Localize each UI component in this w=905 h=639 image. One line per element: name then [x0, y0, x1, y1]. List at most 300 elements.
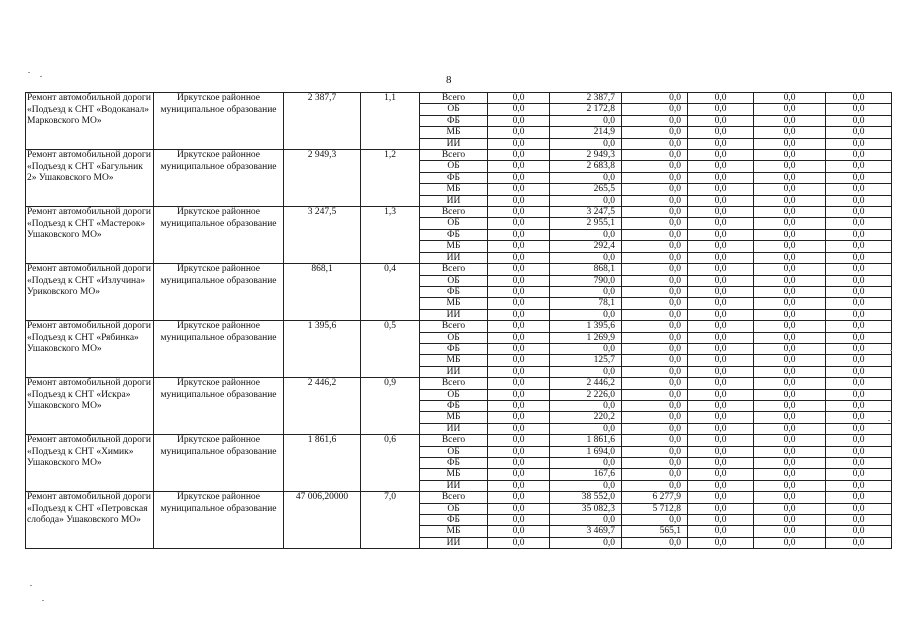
funding-source: ФБ [420, 515, 488, 526]
project-percent: 0,4 [361, 264, 420, 321]
funding-value: 0,0 [550, 252, 622, 263]
funding-value: 0,0 [754, 115, 826, 126]
funding-source: МБ [420, 526, 488, 537]
funding-value: 0,0 [826, 161, 892, 172]
funding-value: 0,0 [826, 515, 892, 526]
funding-value: 2 226,0 [550, 389, 622, 400]
funding-value: 0,0 [826, 309, 892, 320]
funding-value: 0,0 [826, 138, 892, 149]
project-name: Ремонт автомобильной дороги «Подъезд к СНТ «Рябинка» Ушаковского МО» [26, 321, 154, 378]
funding-value: 0,0 [688, 343, 754, 354]
funding-value: 0,0 [754, 127, 826, 138]
funding-value: 0,0 [488, 172, 550, 183]
funding-value: 790,0 [550, 275, 622, 286]
funding-value: 2 955,1 [550, 218, 622, 229]
funding-value: 292,4 [550, 241, 622, 252]
funding-value: 78,1 [550, 298, 622, 309]
funding-value: 0,0 [826, 321, 892, 332]
funding-value: 0,0 [488, 458, 550, 469]
funding-value: 0,0 [688, 264, 754, 275]
project-owner: Иркутское районное муниципальное образование [154, 378, 284, 435]
funding-source: ОБ [420, 275, 488, 286]
funding-value: 0,0 [826, 446, 892, 457]
budget-table [25, 92, 892, 549]
funding-value: 0,0 [622, 184, 688, 195]
funding-value: 0,0 [754, 161, 826, 172]
funding-value: 0,0 [488, 150, 550, 161]
funding-value: 0,0 [688, 526, 754, 537]
scan-speck [42, 600, 44, 601]
funding-source: Всего [420, 264, 488, 275]
funding-value: 0,0 [622, 469, 688, 480]
funding-value: 0,0 [754, 195, 826, 206]
funding-value: 0,0 [826, 115, 892, 126]
project-percent: 7,0 [361, 492, 420, 549]
funding-value: 0,0 [550, 515, 622, 526]
funding-value: 0,0 [622, 389, 688, 400]
funding-value: 0,0 [826, 492, 892, 503]
table-row [26, 321, 892, 332]
funding-source: МБ [420, 184, 488, 195]
funding-value: 0,0 [488, 355, 550, 366]
funding-source: ФБ [420, 286, 488, 297]
funding-value: 0,0 [754, 229, 826, 240]
funding-value: 0,0 [488, 378, 550, 389]
funding-value: 0,0 [826, 172, 892, 183]
funding-value: 0,0 [688, 138, 754, 149]
funding-value: 0,0 [688, 150, 754, 161]
funding-value: 0,0 [826, 252, 892, 263]
funding-value: 0,0 [688, 195, 754, 206]
funding-value: 0,0 [688, 412, 754, 423]
funding-value: 0,0 [622, 252, 688, 263]
funding-value: 0,0 [488, 138, 550, 149]
funding-source: МБ [420, 355, 488, 366]
funding-value: 0,0 [826, 423, 892, 434]
page-number: 8 [446, 74, 452, 86]
funding-value: 0,0 [754, 207, 826, 218]
funding-value: 0,0 [488, 195, 550, 206]
funding-value: 0,0 [688, 332, 754, 343]
project-total: 1 395,6 [284, 321, 361, 378]
funding-value: 0,0 [550, 458, 622, 469]
funding-value: 0,0 [622, 207, 688, 218]
funding-source: ИИ [420, 195, 488, 206]
funding-value: 0,0 [488, 127, 550, 138]
funding-value: 0,0 [488, 241, 550, 252]
funding-value: 0,0 [688, 423, 754, 434]
funding-value: 0,0 [754, 298, 826, 309]
funding-source: МБ [420, 412, 488, 423]
funding-value: 0,0 [688, 469, 754, 480]
project-owner: Иркутское районное муниципальное образование [154, 321, 284, 378]
funding-value: 0,0 [754, 503, 826, 514]
funding-value: 0,0 [826, 366, 892, 377]
funding-value: 0,0 [622, 412, 688, 423]
scan-speck [888, 420, 890, 421]
funding-value: 0,0 [622, 93, 688, 104]
funding-source: ФБ [420, 400, 488, 411]
funding-value: 0,0 [688, 127, 754, 138]
funding-value: 0,0 [754, 400, 826, 411]
funding-value: 0,0 [826, 184, 892, 195]
project-owner: Иркутское районное муниципальное образование [154, 150, 284, 207]
funding-value: 0,0 [622, 104, 688, 115]
scan-speck [28, 72, 30, 73]
funding-source: ОБ [420, 503, 488, 514]
table-row [26, 150, 892, 161]
funding-value: 0,0 [622, 537, 688, 548]
funding-value: 0,0 [550, 343, 622, 354]
funding-value: 0,0 [688, 252, 754, 263]
funding-value: 0,0 [754, 275, 826, 286]
funding-source: Всего [420, 321, 488, 332]
funding-value: 0,0 [622, 264, 688, 275]
funding-value: 0,0 [488, 115, 550, 126]
project-percent: 0,5 [361, 321, 420, 378]
funding-source: Всего [420, 93, 488, 104]
funding-value: 0,0 [550, 229, 622, 240]
funding-value: 0,0 [688, 298, 754, 309]
funding-value: 0,0 [688, 218, 754, 229]
funding-value: 0,0 [754, 252, 826, 263]
funding-value: 0,0 [488, 252, 550, 263]
funding-value: 0,0 [754, 332, 826, 343]
funding-value: 868,1 [550, 264, 622, 275]
funding-value: 0,0 [622, 400, 688, 411]
funding-source: ИИ [420, 480, 488, 491]
project-name: Ремонт автомобильной дороги «Подъезд к СНТ «Химик» Ушаковского МО» [26, 435, 154, 492]
funding-value: 0,0 [754, 423, 826, 434]
funding-value: 0,0 [754, 492, 826, 503]
funding-source: ОБ [420, 446, 488, 457]
funding-value: 0,0 [826, 435, 892, 446]
project-name: Ремонт автомобильной дороги «Подъезд к СНТ «Петровская слобода» Ушаковского МО» [26, 492, 154, 549]
scan-speck [40, 76, 42, 77]
funding-source: МБ [420, 127, 488, 138]
scan-speck [890, 350, 892, 351]
funding-value: 125,7 [550, 355, 622, 366]
funding-value: 0,0 [622, 115, 688, 126]
funding-value: 0,0 [688, 537, 754, 548]
funding-value: 5 712,8 [622, 503, 688, 514]
funding-value: 0,0 [754, 458, 826, 469]
project-percent: 1,2 [361, 150, 420, 207]
funding-source: ИИ [420, 252, 488, 263]
table-row [26, 378, 892, 389]
project-name: Ремонт автомобильной дороги «Подъезд к СНТ «Искра» Ушаковского МО» [26, 378, 154, 435]
project-percent: 0,9 [361, 378, 420, 435]
table-row [26, 492, 892, 503]
funding-value: 0,0 [688, 241, 754, 252]
funding-value: 0,0 [754, 218, 826, 229]
funding-value: 0,0 [488, 332, 550, 343]
funding-value: 3 247,5 [550, 207, 622, 218]
funding-value: 0,0 [754, 412, 826, 423]
funding-value: 0,0 [488, 218, 550, 229]
scan-speck [30, 585, 32, 586]
funding-value: 0,0 [488, 298, 550, 309]
funding-value: 0,0 [488, 435, 550, 446]
funding-value: 0,0 [488, 275, 550, 286]
funding-value: 0,0 [622, 480, 688, 491]
funding-source: ФБ [420, 458, 488, 469]
table-row [26, 264, 892, 275]
funding-value: 0,0 [622, 435, 688, 446]
funding-value: 2 172,8 [550, 104, 622, 115]
funding-value: 0,0 [826, 378, 892, 389]
funding-value: 0,0 [550, 172, 622, 183]
funding-value: 0,0 [754, 446, 826, 457]
funding-value: 0,0 [622, 161, 688, 172]
funding-value: 0,0 [550, 138, 622, 149]
funding-value: 1 269,9 [550, 332, 622, 343]
funding-value: 0,0 [622, 241, 688, 252]
funding-value: 0,0 [550, 286, 622, 297]
funding-value: 0,0 [688, 355, 754, 366]
funding-value: 0,0 [826, 241, 892, 252]
funding-value: 0,0 [688, 480, 754, 491]
project-percent: 1,3 [361, 207, 420, 264]
funding-value: 0,0 [622, 458, 688, 469]
funding-value: 0,0 [488, 480, 550, 491]
project-total: 2 949,3 [284, 150, 361, 207]
funding-value: 0,0 [622, 378, 688, 389]
funding-value: 2 949,3 [550, 150, 622, 161]
funding-value: 0,0 [754, 526, 826, 537]
funding-source: ИИ [420, 537, 488, 548]
funding-value: 0,0 [754, 469, 826, 480]
funding-value: 2 683,8 [550, 161, 622, 172]
funding-value: 0,0 [688, 378, 754, 389]
project-owner: Иркутское районное муниципальное образование [154, 435, 284, 492]
funding-value: 0,0 [488, 366, 550, 377]
funding-value: 0,0 [754, 309, 826, 320]
funding-value: 0,0 [550, 423, 622, 434]
funding-value: 0,0 [488, 229, 550, 240]
funding-value: 0,0 [754, 321, 826, 332]
funding-value: 0,0 [754, 435, 826, 446]
funding-value: 0,0 [622, 127, 688, 138]
funding-value: 0,0 [754, 138, 826, 149]
funding-source: ФБ [420, 343, 488, 354]
funding-value: 2 446,2 [550, 378, 622, 389]
project-total: 2 446,2 [284, 378, 361, 435]
funding-value: 265,5 [550, 184, 622, 195]
funding-value: 0,0 [826, 469, 892, 480]
funding-value: 0,0 [488, 161, 550, 172]
project-total: 2 387,7 [284, 93, 361, 150]
funding-value: 0,0 [688, 115, 754, 126]
funding-value: 0,0 [826, 480, 892, 491]
funding-value: 0,0 [488, 469, 550, 480]
project-percent: 1,1 [361, 93, 420, 150]
funding-value: 0,0 [622, 423, 688, 434]
project-owner: Иркутское районное муниципальное образование [154, 492, 284, 549]
funding-value: 0,0 [622, 321, 688, 332]
project-total: 3 247,5 [284, 207, 361, 264]
funding-value: 0,0 [826, 207, 892, 218]
funding-source: Всего [420, 435, 488, 446]
funding-value: 0,0 [622, 172, 688, 183]
funding-value: 220,2 [550, 412, 622, 423]
funding-source: ИИ [420, 138, 488, 149]
funding-value: 3 469,7 [550, 526, 622, 537]
funding-value: 0,0 [688, 515, 754, 526]
funding-value: 0,0 [622, 366, 688, 377]
project-name: Ремонт автомобильной дороги «Подъезд к СНТ «Излучина» Уриковского МО» [26, 264, 154, 321]
project-percent: 0,6 [361, 435, 420, 492]
table-row [26, 93, 892, 104]
funding-value: 0,0 [754, 515, 826, 526]
funding-value: 0,0 [754, 286, 826, 297]
funding-value: 0,0 [488, 93, 550, 104]
funding-value: 0,0 [754, 389, 826, 400]
funding-source: Всего [420, 207, 488, 218]
funding-value: 0,0 [688, 309, 754, 320]
funding-value: 0,0 [488, 286, 550, 297]
funding-value: 0,0 [688, 93, 754, 104]
project-total: 1 861,6 [284, 435, 361, 492]
funding-value: 0,0 [826, 195, 892, 206]
funding-value: 35 082,3 [550, 503, 622, 514]
funding-value: 0,0 [826, 332, 892, 343]
funding-value: 0,0 [826, 298, 892, 309]
funding-value: 0,0 [488, 389, 550, 400]
funding-value: 0,0 [754, 184, 826, 195]
funding-value: 0,0 [550, 537, 622, 548]
table-row [26, 207, 892, 218]
funding-value: 0,0 [688, 229, 754, 240]
funding-value: 0,0 [622, 332, 688, 343]
funding-value: 0,0 [550, 115, 622, 126]
project-total: 47 006,20000 [284, 492, 361, 549]
funding-value: 0,0 [754, 241, 826, 252]
funding-value: 167,6 [550, 469, 622, 480]
funding-value: 0,0 [622, 150, 688, 161]
funding-value: 0,0 [754, 264, 826, 275]
funding-value: 0,0 [754, 150, 826, 161]
funding-value: 0,0 [826, 150, 892, 161]
funding-source: ИИ [420, 309, 488, 320]
funding-value: 0,0 [688, 104, 754, 115]
funding-value: 0,0 [622, 195, 688, 206]
project-name: Ремонт автомобильной дороги «Подъезд к СНТ «Багульник 2» Ушаковского МО» [26, 150, 154, 207]
funding-value: 0,0 [488, 446, 550, 457]
funding-value: 0,0 [826, 104, 892, 115]
funding-source: МБ [420, 469, 488, 480]
funding-value: 0,0 [826, 275, 892, 286]
funding-source: Всего [420, 378, 488, 389]
project-name: Ремонт автомобильной дороги «Подъезд к СНТ «Водоканал» Марковского МО» [26, 93, 154, 150]
funding-source: ОБ [420, 104, 488, 115]
funding-value: 0,0 [622, 343, 688, 354]
funding-value: 0,0 [488, 400, 550, 411]
funding-value: 0,0 [754, 537, 826, 548]
project-owner: Иркутское районное муниципальное образование [154, 264, 284, 321]
funding-source: Всего [420, 150, 488, 161]
funding-value: 0,0 [488, 184, 550, 195]
funding-value: 0,0 [826, 526, 892, 537]
funding-value: 0,0 [826, 400, 892, 411]
funding-value: 0,0 [488, 537, 550, 548]
funding-value: 0,0 [688, 286, 754, 297]
funding-value: 0,0 [826, 537, 892, 548]
funding-value: 0,0 [826, 218, 892, 229]
funding-source: ОБ [420, 218, 488, 229]
funding-value: 0,0 [488, 423, 550, 434]
funding-value: 0,0 [754, 343, 826, 354]
funding-value: 0,0 [826, 229, 892, 240]
funding-value: 0,0 [622, 446, 688, 457]
funding-value: 0,0 [826, 389, 892, 400]
funding-value: 0,0 [550, 309, 622, 320]
funding-value: 0,0 [688, 389, 754, 400]
funding-value: 0,0 [826, 286, 892, 297]
funding-source: ФБ [420, 115, 488, 126]
funding-value: 0,0 [488, 343, 550, 354]
funding-value: 0,0 [688, 503, 754, 514]
funding-value: 0,0 [826, 264, 892, 275]
funding-source: ФБ [420, 229, 488, 240]
funding-value: 0,0 [550, 366, 622, 377]
funding-value: 0,0 [688, 207, 754, 218]
funding-value: 1 694,0 [550, 446, 622, 457]
funding-value: 0,0 [688, 172, 754, 183]
funding-value: 0,0 [622, 309, 688, 320]
funding-value: 0,0 [488, 412, 550, 423]
funding-value: 0,0 [622, 355, 688, 366]
funding-value: 0,0 [488, 492, 550, 503]
funding-value: 0,0 [826, 412, 892, 423]
funding-value: 0,0 [550, 195, 622, 206]
project-owner: Иркутское районное муниципальное образование [154, 93, 284, 150]
funding-source: ОБ [420, 332, 488, 343]
funding-value: 0,0 [622, 286, 688, 297]
funding-value: 0,0 [488, 515, 550, 526]
project-owner: Иркутское районное муниципальное образование [154, 207, 284, 264]
funding-value: 0,0 [550, 400, 622, 411]
funding-value: 0,0 [488, 104, 550, 115]
funding-value: 0,0 [488, 264, 550, 275]
funding-value: 0,0 [826, 503, 892, 514]
funding-value: 6 277,9 [622, 492, 688, 503]
funding-value: 1 861,6 [550, 435, 622, 446]
project-total: 868,1 [284, 264, 361, 321]
funding-value: 0,0 [826, 458, 892, 469]
funding-value: 0,0 [488, 526, 550, 537]
table-row [26, 435, 892, 446]
funding-value: 0,0 [488, 207, 550, 218]
funding-value: 0,0 [754, 93, 826, 104]
funding-value: 0,0 [622, 138, 688, 149]
project-name: Ремонт автомобильной дороги «Подъезд к СНТ «Мастерок» Ушаковского МО» [26, 207, 154, 264]
funding-source: ФБ [420, 172, 488, 183]
funding-value: 0,0 [488, 309, 550, 320]
funding-value: 0,0 [826, 127, 892, 138]
funding-value: 0,0 [488, 321, 550, 332]
funding-value: 0,0 [622, 218, 688, 229]
funding-value: 2 387,7 [550, 93, 622, 104]
funding-value: 0,0 [754, 366, 826, 377]
funding-source: МБ [420, 298, 488, 309]
funding-source: ИИ [420, 423, 488, 434]
funding-value: 0,0 [688, 321, 754, 332]
funding-value: 0,0 [688, 458, 754, 469]
funding-value: 0,0 [754, 355, 826, 366]
funding-source: ОБ [420, 161, 488, 172]
funding-value: 565,1 [622, 526, 688, 537]
